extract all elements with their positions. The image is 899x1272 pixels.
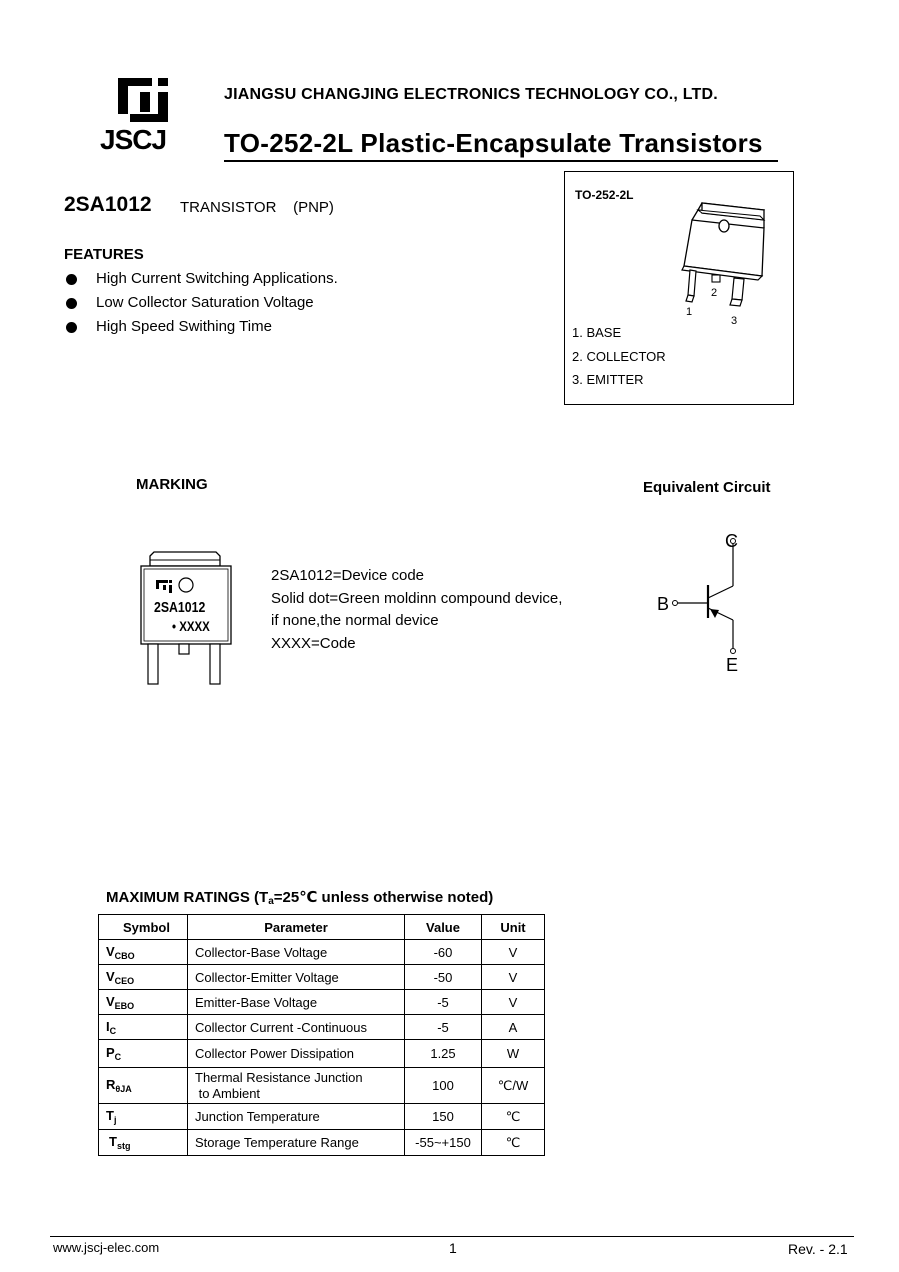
logo-wordmark: JSCJ bbox=[100, 124, 167, 155]
marking-note: XXXX=Code bbox=[271, 634, 356, 652]
document-title: TO-252-2L Plastic-Encapsulate Transistors bbox=[224, 128, 763, 158]
chip-lot-code: • XXXX bbox=[172, 618, 210, 634]
pin-item: 3. EMITTER bbox=[572, 372, 644, 387]
table-row: $V_{CEO}$ Collector-Emitter Voltage -50 V bbox=[99, 965, 545, 990]
marking-heading: MARKING bbox=[136, 476, 208, 493]
pin-number-3: 3 bbox=[731, 315, 738, 327]
column-header: Parameter bbox=[188, 915, 405, 940]
feature-item: High Speed Swithing Time bbox=[64, 316, 338, 340]
column-header: Value bbox=[405, 915, 482, 940]
bullet-icon bbox=[66, 298, 77, 309]
footer-website-link[interactable]: www.jscj-elec.com bbox=[53, 1240, 160, 1255]
feature-item: Low Collector Saturation Voltage bbox=[64, 292, 338, 316]
marking-note: 2SA1012=Device code bbox=[271, 567, 425, 584]
part-description: TRANSISTOR (PNP) bbox=[180, 199, 334, 216]
table-row: $V_{CBO}$ Collector-Base Voltage -60 V bbox=[99, 940, 545, 965]
footer-rule bbox=[50, 1236, 854, 1237]
equivalent-circuit-heading: Equivalent Circuit bbox=[643, 479, 771, 496]
feature-item: High Current Switching Applications. bbox=[64, 268, 338, 292]
pin-item: 1. BASE bbox=[572, 325, 622, 340]
table-row: $V_{EBO}$ Emitter-Base Voltage -5 V bbox=[99, 990, 545, 1015]
title-underline bbox=[224, 160, 778, 162]
table-row: $I_C$ Collector Current -Continuous -5 A bbox=[99, 1015, 545, 1040]
pin-number-2: 2 bbox=[711, 287, 718, 299]
table-row: $P_C$ Collector Power Dissipation 1.25 W bbox=[99, 1040, 545, 1068]
emitter-label: E bbox=[726, 655, 739, 675]
table-row: $T_j$ Junction Temperature 150 ℃ bbox=[99, 1104, 545, 1130]
company-name: JIANGSU CHANGJING ELECTRONICS TECHNOLOGY CO., LTD. bbox=[224, 86, 718, 103]
marking-notes bbox=[271, 565, 562, 655]
marking-note: Solid dot=Green moldinn compound device, bbox=[271, 589, 563, 607]
table-header-row bbox=[99, 915, 545, 940]
bullet-icon bbox=[66, 274, 77, 285]
marking-note: if none,the normal device bbox=[271, 612, 439, 629]
pin-list bbox=[572, 323, 666, 394]
table-row: $R_{\theta JA}$ Thermal Resistance Junction to Ambient 100 ℃/W bbox=[99, 1068, 545, 1104]
max-ratings-table bbox=[98, 914, 545, 1156]
package-name: TO-252-2L bbox=[575, 188, 634, 202]
base-label: B bbox=[657, 594, 670, 614]
column-header: Unit bbox=[482, 915, 545, 940]
chip-device-code: 2SA1012 bbox=[154, 599, 206, 616]
revision-label: Rev. - 2.1 bbox=[788, 1241, 848, 1257]
features-heading: FEATURES bbox=[64, 246, 144, 263]
bullet-icon bbox=[66, 322, 77, 333]
features-list bbox=[64, 268, 338, 340]
transistor-symbol bbox=[666, 530, 756, 685]
pin-number-1: 1 bbox=[686, 306, 693, 318]
table-row: $T_{stg}$ Storage Temperature Range -55~+150 ℃ bbox=[99, 1130, 545, 1156]
collector-label: C bbox=[725, 531, 738, 551]
pin-item: 2. COLLECTOR bbox=[572, 348, 666, 364]
max-ratings-title: MAXIMUM RATINGS (Ta=25℃ unless otherwise noted) bbox=[106, 889, 494, 907]
page-number: 1 bbox=[449, 1240, 457, 1256]
column-header: Symbol bbox=[99, 915, 188, 940]
part-number: 2SA1012 bbox=[64, 193, 152, 216]
